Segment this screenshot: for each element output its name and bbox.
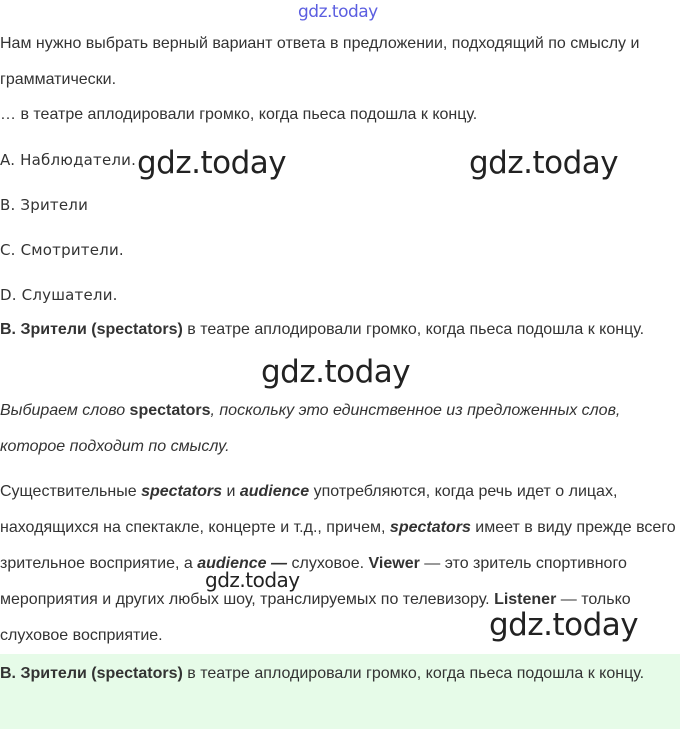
choose-reasoning bbox=[0, 393, 680, 465]
expl-text-7: — только слуховое восприятие. bbox=[0, 591, 631, 644]
expl-audience: audience bbox=[239, 483, 310, 500]
choose-prefix: Выбираем слово bbox=[0, 402, 130, 419]
watermark-1: gdz.today bbox=[137, 145, 287, 181]
final-answer-block bbox=[0, 654, 680, 729]
expl-spectators-2: spectators bbox=[389, 519, 471, 536]
choose-suffix: , поскольку это единственное из предложенных слов, которое подходит по смыслу. bbox=[0, 402, 621, 455]
top-watermark: gdz.today bbox=[298, 2, 378, 22]
expl-text-4: имеет в виду прежде всего зрительное восприятие, а bbox=[0, 519, 676, 572]
final-answer-bold: B. Зрители (spectators) bbox=[0, 665, 183, 682]
option-a: A. Наблюдатели. bbox=[0, 151, 137, 169]
final-answer-rest: в театре аплодировали громко, когда пьеса подошла к концу. bbox=[182, 665, 645, 682]
final-answer bbox=[0, 654, 680, 694]
expl-text-6: — это зритель спортивного мероприятия и других любых шоу, транслируемых по телевизору. bbox=[0, 555, 627, 608]
watermark-2: gdz.today bbox=[469, 145, 619, 181]
choose-word: spectators bbox=[129, 402, 211, 419]
expl-spectators: spectators bbox=[141, 483, 222, 500]
watermark-3: gdz.today bbox=[261, 354, 411, 390]
expl-listener: Listener bbox=[494, 591, 557, 608]
watermark-4: gdz.today bbox=[205, 568, 300, 592]
solution-answer-bold: B. Зрители (spectators) bbox=[0, 321, 183, 338]
solution-answer bbox=[0, 312, 680, 348]
expl-audience-2: audience — bbox=[197, 555, 288, 572]
option-b: B. Зрители bbox=[0, 196, 89, 214]
expl-text-1: Существительные bbox=[0, 483, 142, 500]
option-d: D. Слушатели. bbox=[0, 286, 118, 304]
question-sentence: … в театре аплодировали громко, когда пьеса подошла к концу. bbox=[0, 106, 478, 123]
expl-text-5: слуховое. bbox=[287, 555, 369, 572]
solution-answer-rest: в театре аплодировали громко, когда пьеса подошла к концу. bbox=[182, 321, 645, 338]
watermark-5: gdz.today bbox=[489, 607, 639, 643]
expl-text-2: и bbox=[222, 483, 240, 500]
expl-text-3: употребляются, когда речь идет о лицах, находящихся на спектакле, концерте и т.д., причем, bbox=[0, 483, 618, 536]
option-c: C. Смотрители. bbox=[0, 241, 124, 259]
expl-viewer: Viewer bbox=[368, 555, 420, 572]
question-intro: Нам нужно выбрать верный вариант ответа в предложении, подходящий по смыслу и грамматически. bbox=[0, 35, 640, 88]
